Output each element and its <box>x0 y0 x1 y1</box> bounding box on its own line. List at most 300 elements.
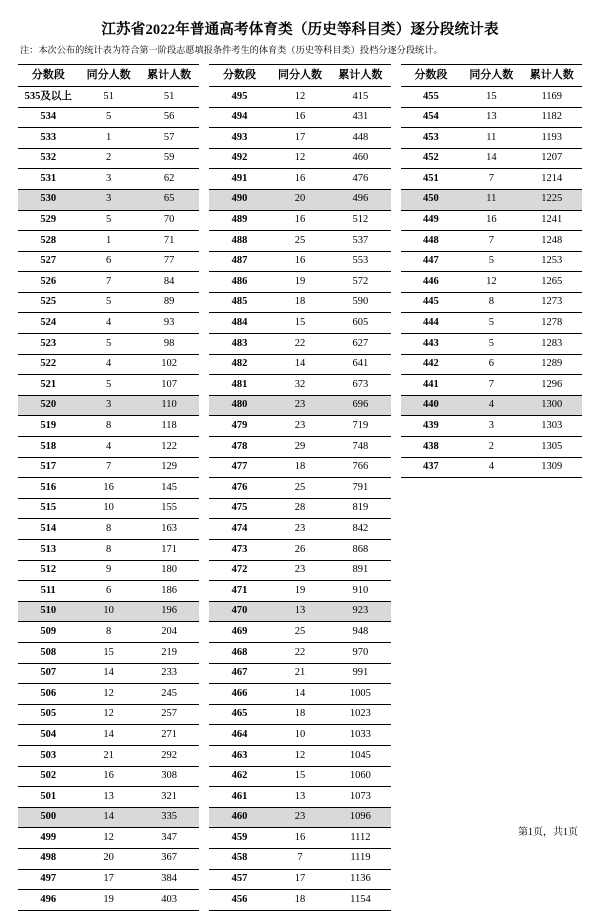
cell-same-count: 23 <box>270 416 330 437</box>
cell-score-range: 514 <box>18 519 78 540</box>
cell-same-count: 16 <box>78 766 138 787</box>
table-row <box>401 416 582 437</box>
cell-score-range: 456 <box>209 890 269 911</box>
cell-score-range: 441 <box>401 375 461 396</box>
cell-score-range: 533 <box>18 128 78 149</box>
cell-same-count: 20 <box>270 189 330 210</box>
cell-cumulative-count: 590 <box>330 292 390 313</box>
cell-cumulative-count: 512 <box>330 210 390 231</box>
cell-score-range: 506 <box>18 684 78 705</box>
cell-cumulative-count: 431 <box>330 107 390 128</box>
table-row <box>209 498 390 519</box>
cell-same-count: 21 <box>78 745 138 766</box>
cell-score-range: 445 <box>401 292 461 313</box>
cell-score-range: 484 <box>209 313 269 334</box>
cell-same-count: 7 <box>461 169 521 190</box>
table-row <box>209 663 390 684</box>
cell-score-range: 437 <box>401 457 461 478</box>
cell-cumulative-count: 1136 <box>330 869 390 890</box>
cell-score-range: 531 <box>18 169 78 190</box>
cell-score-range: 489 <box>209 210 269 231</box>
table-row <box>18 622 199 643</box>
cell-cumulative-count: 1214 <box>522 169 582 190</box>
cell-cumulative-count: 572 <box>330 272 390 293</box>
cell-same-count: 4 <box>78 354 138 375</box>
cell-cumulative-count: 910 <box>330 581 390 602</box>
table-row <box>209 313 390 334</box>
cell-cumulative-count: 460 <box>330 148 390 169</box>
cell-same-count: 2 <box>461 437 521 458</box>
table-row <box>209 560 390 581</box>
cell-same-count: 14 <box>78 725 138 746</box>
table-row <box>18 540 199 561</box>
cell-score-range: 497 <box>18 869 78 890</box>
table-row <box>209 581 390 602</box>
cell-cumulative-count: 118 <box>139 416 199 437</box>
cell-cumulative-count: 89 <box>139 292 199 313</box>
cell-cumulative-count: 791 <box>330 478 390 499</box>
table-header-row <box>401 64 582 86</box>
cell-cumulative-count: 970 <box>330 642 390 663</box>
cell-score-range: 501 <box>18 787 78 808</box>
cell-score-range: 502 <box>18 766 78 787</box>
cell-same-count: 3 <box>461 416 521 437</box>
header-score-range: 分数段 <box>401 64 461 86</box>
cell-same-count: 12 <box>78 704 138 725</box>
cell-cumulative-count: 1253 <box>522 251 582 272</box>
table-row <box>209 601 390 622</box>
table-row <box>401 313 582 334</box>
header-same-count: 同分人数 <box>270 64 330 86</box>
cell-cumulative-count: 719 <box>330 416 390 437</box>
cell-score-range: 491 <box>209 169 269 190</box>
cell-cumulative-count: 1225 <box>522 189 582 210</box>
cell-same-count: 21 <box>270 663 330 684</box>
table-row <box>18 848 199 869</box>
cell-score-range: 492 <box>209 148 269 169</box>
cell-same-count: 32 <box>270 375 330 396</box>
cell-cumulative-count: 1305 <box>522 437 582 458</box>
table-row <box>401 251 582 272</box>
cell-cumulative-count: 1023 <box>330 704 390 725</box>
cell-same-count: 16 <box>461 210 521 231</box>
cell-same-count: 20 <box>78 848 138 869</box>
cell-cumulative-count: 1045 <box>330 745 390 766</box>
cell-score-range: 462 <box>209 766 269 787</box>
table-row <box>209 890 390 911</box>
table-row <box>18 251 199 272</box>
table-row <box>18 684 199 705</box>
cell-score-range: 478 <box>209 437 269 458</box>
table-row <box>18 519 199 540</box>
table-row <box>18 334 199 355</box>
cell-cumulative-count: 1169 <box>522 86 582 107</box>
cell-same-count: 14 <box>270 684 330 705</box>
cell-cumulative-count: 403 <box>139 890 199 911</box>
table-row <box>209 807 390 828</box>
cell-score-range: 464 <box>209 725 269 746</box>
cell-same-count: 5 <box>78 292 138 313</box>
table-row <box>209 704 390 725</box>
cell-cumulative-count: 1193 <box>522 128 582 149</box>
table-row <box>209 251 390 272</box>
header-cumulative-count: 累计人数 <box>522 64 582 86</box>
cell-same-count: 12 <box>461 272 521 293</box>
table-row <box>18 869 199 890</box>
table-row <box>401 231 582 252</box>
cell-score-range: 525 <box>18 292 78 313</box>
cell-score-range: 444 <box>401 313 461 334</box>
table-row <box>18 354 199 375</box>
cell-cumulative-count: 163 <box>139 519 199 540</box>
cell-score-range: 519 <box>18 416 78 437</box>
cell-score-range: 494 <box>209 107 269 128</box>
cell-cumulative-count: 335 <box>139 807 199 828</box>
cell-score-range: 458 <box>209 848 269 869</box>
cell-score-range: 507 <box>18 663 78 684</box>
cell-score-range: 496 <box>18 890 78 911</box>
table-row <box>18 725 199 746</box>
cell-same-count: 18 <box>270 457 330 478</box>
cell-cumulative-count: 1154 <box>330 890 390 911</box>
cell-same-count: 13 <box>270 787 330 808</box>
cell-score-range: 505 <box>18 704 78 725</box>
table-row <box>209 169 390 190</box>
table-row <box>18 437 199 458</box>
cell-cumulative-count: 57 <box>139 128 199 149</box>
cell-cumulative-count: 384 <box>139 869 199 890</box>
cell-score-range: 526 <box>18 272 78 293</box>
table-row <box>18 828 199 849</box>
cell-cumulative-count: 102 <box>139 354 199 375</box>
cell-same-count: 5 <box>78 334 138 355</box>
cell-score-range: 467 <box>209 663 269 684</box>
cell-score-range: 476 <box>209 478 269 499</box>
cell-score-range: 534 <box>18 107 78 128</box>
cell-cumulative-count: 51 <box>139 86 199 107</box>
table-row <box>401 107 582 128</box>
cell-same-count: 22 <box>270 334 330 355</box>
cell-same-count: 14 <box>78 807 138 828</box>
table-row <box>209 642 390 663</box>
score-table-2 <box>209 64 390 911</box>
table-header-row <box>209 64 390 86</box>
cell-same-count: 7 <box>270 848 330 869</box>
cell-same-count: 11 <box>461 128 521 149</box>
cell-score-range: 508 <box>18 642 78 663</box>
cell-cumulative-count: 1265 <box>522 272 582 293</box>
header-score-range: 分数段 <box>209 64 269 86</box>
cell-score-range: 449 <box>401 210 461 231</box>
table-row <box>209 86 390 107</box>
cell-cumulative-count: 476 <box>330 169 390 190</box>
cell-same-count: 4 <box>461 395 521 416</box>
table-body-3 <box>401 86 582 477</box>
cell-cumulative-count: 110 <box>139 395 199 416</box>
cell-score-range: 515 <box>18 498 78 519</box>
table-row <box>18 107 199 128</box>
cell-same-count: 17 <box>270 869 330 890</box>
cell-cumulative-count: 496 <box>330 189 390 210</box>
document-note: 注：本次公布的统计表为符合第一阶段志愿填报条件考生的体育类（历史等科目类）投档分逐分段统计。 <box>20 45 443 55</box>
page-footer: 第1页，共1页 <box>518 827 578 838</box>
table-row <box>18 787 199 808</box>
table-row <box>18 560 199 581</box>
table-row <box>209 745 390 766</box>
cell-score-range: 474 <box>209 519 269 540</box>
cell-same-count: 28 <box>270 498 330 519</box>
cell-cumulative-count: 77 <box>139 251 199 272</box>
cell-cumulative-count: 696 <box>330 395 390 416</box>
cell-same-count: 6 <box>78 251 138 272</box>
cell-cumulative-count: 605 <box>330 313 390 334</box>
cell-cumulative-count: 1278 <box>522 313 582 334</box>
cell-cumulative-count: 186 <box>139 581 199 602</box>
table-row <box>401 334 582 355</box>
cell-score-range: 477 <box>209 457 269 478</box>
score-table-3 <box>401 64 582 478</box>
table-row <box>401 86 582 107</box>
table-row <box>18 704 199 725</box>
table-row <box>18 766 199 787</box>
cell-score-range: 511 <box>18 581 78 602</box>
cell-cumulative-count: 155 <box>139 498 199 519</box>
cell-same-count: 22 <box>270 642 330 663</box>
cell-same-count: 12 <box>270 86 330 107</box>
cell-cumulative-count: 923 <box>330 601 390 622</box>
cell-same-count: 1 <box>78 231 138 252</box>
cell-cumulative-count: 129 <box>139 457 199 478</box>
cell-same-count: 10 <box>78 601 138 622</box>
cell-cumulative-count: 347 <box>139 828 199 849</box>
cell-score-range: 488 <box>209 231 269 252</box>
cell-cumulative-count: 308 <box>139 766 199 787</box>
cell-same-count: 5 <box>461 251 521 272</box>
cell-same-count: 9 <box>78 560 138 581</box>
table-row <box>209 128 390 149</box>
table-row <box>18 642 199 663</box>
cell-cumulative-count: 1273 <box>522 292 582 313</box>
cell-cumulative-count: 71 <box>139 231 199 252</box>
cell-same-count: 8 <box>78 519 138 540</box>
cell-same-count: 25 <box>270 478 330 499</box>
cell-score-range: 510 <box>18 601 78 622</box>
table-row <box>209 231 390 252</box>
cell-score-range: 440 <box>401 395 461 416</box>
cell-same-count: 14 <box>270 354 330 375</box>
table-row <box>209 622 390 643</box>
table-row <box>401 395 582 416</box>
column-2 <box>209 64 390 911</box>
cell-cumulative-count: 145 <box>139 478 199 499</box>
cell-score-range: 442 <box>401 354 461 375</box>
cell-cumulative-count: 415 <box>330 86 390 107</box>
cell-score-range: 493 <box>209 128 269 149</box>
cell-cumulative-count: 868 <box>330 540 390 561</box>
table-body-2 <box>209 86 390 910</box>
cell-cumulative-count: 819 <box>330 498 390 519</box>
cell-score-range: 482 <box>209 354 269 375</box>
cell-cumulative-count: 1283 <box>522 334 582 355</box>
cell-cumulative-count: 1060 <box>330 766 390 787</box>
cell-cumulative-count: 537 <box>330 231 390 252</box>
cell-cumulative-count: 171 <box>139 540 199 561</box>
score-table-1 <box>18 64 199 911</box>
table-row <box>209 272 390 293</box>
cell-same-count: 19 <box>270 272 330 293</box>
cell-cumulative-count: 1303 <box>522 416 582 437</box>
cell-same-count: 1 <box>78 128 138 149</box>
cell-same-count: 13 <box>461 107 521 128</box>
cell-same-count: 16 <box>270 107 330 128</box>
cell-cumulative-count: 321 <box>139 787 199 808</box>
cell-score-range: 513 <box>18 540 78 561</box>
table-row <box>209 292 390 313</box>
table-row <box>18 601 199 622</box>
table-row <box>401 457 582 478</box>
cell-score-range: 481 <box>209 375 269 396</box>
cell-cumulative-count: 641 <box>330 354 390 375</box>
cell-cumulative-count: 245 <box>139 684 199 705</box>
cell-same-count: 13 <box>270 601 330 622</box>
cell-same-count: 15 <box>270 313 330 334</box>
cell-cumulative-count: 292 <box>139 745 199 766</box>
cell-same-count: 6 <box>461 354 521 375</box>
cell-cumulative-count: 448 <box>330 128 390 149</box>
table-row <box>18 663 199 684</box>
table-row <box>401 210 582 231</box>
cell-cumulative-count: 748 <box>330 437 390 458</box>
cell-cumulative-count: 1207 <box>522 148 582 169</box>
table-row <box>209 148 390 169</box>
table-row <box>18 478 199 499</box>
cell-same-count: 7 <box>78 457 138 478</box>
cell-cumulative-count: 257 <box>139 704 199 725</box>
page-title: 江苏省2022年普通高考体育类（历史等科目类）逐分段统计表 <box>101 22 499 38</box>
table-row <box>18 807 199 828</box>
cell-cumulative-count: 1248 <box>522 231 582 252</box>
cell-same-count: 4 <box>461 457 521 478</box>
cell-same-count: 3 <box>78 395 138 416</box>
cell-score-range: 454 <box>401 107 461 128</box>
cell-same-count: 16 <box>270 169 330 190</box>
table-row <box>401 354 582 375</box>
cell-same-count: 12 <box>78 828 138 849</box>
table-row <box>209 725 390 746</box>
cell-same-count: 7 <box>78 272 138 293</box>
cell-same-count: 8 <box>78 622 138 643</box>
cell-same-count: 18 <box>270 704 330 725</box>
cell-same-count: 17 <box>78 869 138 890</box>
table-row <box>18 292 199 313</box>
table-row <box>401 437 582 458</box>
cell-same-count: 5 <box>78 375 138 396</box>
cell-same-count: 16 <box>270 210 330 231</box>
table-row <box>18 272 199 293</box>
table-row <box>18 189 199 210</box>
table-row <box>209 478 390 499</box>
cell-same-count: 14 <box>78 663 138 684</box>
cell-score-range: 495 <box>209 86 269 107</box>
cell-cumulative-count: 1073 <box>330 787 390 808</box>
cell-same-count: 5 <box>78 210 138 231</box>
cell-same-count: 15 <box>78 642 138 663</box>
table-row <box>18 210 199 231</box>
cell-score-range: 486 <box>209 272 269 293</box>
cell-score-range: 500 <box>18 807 78 828</box>
header-cumulative-count: 累计人数 <box>139 64 199 86</box>
table-row <box>18 395 199 416</box>
cell-cumulative-count: 122 <box>139 437 199 458</box>
cell-score-range: 470 <box>209 601 269 622</box>
cell-score-range: 450 <box>401 189 461 210</box>
cell-same-count: 23 <box>270 560 330 581</box>
cell-same-count: 29 <box>270 437 330 458</box>
table-row <box>401 148 582 169</box>
table-row <box>209 869 390 890</box>
cell-same-count: 19 <box>78 890 138 911</box>
cell-score-range: 471 <box>209 581 269 602</box>
table-row <box>18 231 199 252</box>
cell-score-range: 443 <box>401 334 461 355</box>
cell-same-count: 15 <box>461 86 521 107</box>
table-row <box>401 128 582 149</box>
cell-score-range: 439 <box>401 416 461 437</box>
cell-cumulative-count: 891 <box>330 560 390 581</box>
table-row <box>18 498 199 519</box>
table-row <box>18 416 199 437</box>
cell-same-count: 4 <box>78 313 138 334</box>
cell-score-range: 463 <box>209 745 269 766</box>
cell-score-range: 527 <box>18 251 78 272</box>
cell-score-range: 490 <box>209 189 269 210</box>
cell-cumulative-count: 56 <box>139 107 199 128</box>
cell-cumulative-count: 219 <box>139 642 199 663</box>
cell-cumulative-count: 1033 <box>330 725 390 746</box>
cell-score-range: 503 <box>18 745 78 766</box>
cell-same-count: 11 <box>461 189 521 210</box>
cell-score-range: 529 <box>18 210 78 231</box>
table-row <box>18 313 199 334</box>
table-row <box>209 787 390 808</box>
cell-cumulative-count: 1296 <box>522 375 582 396</box>
cell-cumulative-count: 1300 <box>522 395 582 416</box>
cell-score-range: 472 <box>209 560 269 581</box>
cell-score-range: 459 <box>209 828 269 849</box>
cell-same-count: 16 <box>270 251 330 272</box>
cell-same-count: 12 <box>78 684 138 705</box>
table-header-row <box>18 64 199 86</box>
header-same-count: 同分人数 <box>78 64 138 86</box>
table-row <box>209 354 390 375</box>
cell-same-count: 3 <box>78 189 138 210</box>
cell-score-range: 517 <box>18 457 78 478</box>
cell-score-range: 466 <box>209 684 269 705</box>
cell-same-count: 7 <box>461 231 521 252</box>
cell-score-range: 504 <box>18 725 78 746</box>
cell-cumulative-count: 59 <box>139 148 199 169</box>
table-row <box>209 210 390 231</box>
column-1 <box>18 64 199 911</box>
cell-cumulative-count: 1112 <box>330 828 390 849</box>
cell-score-range: 452 <box>401 148 461 169</box>
table-row <box>401 292 582 313</box>
cell-same-count: 25 <box>270 622 330 643</box>
cell-score-range: 446 <box>401 272 461 293</box>
cell-cumulative-count: 1309 <box>522 457 582 478</box>
table-row <box>18 128 199 149</box>
cell-score-range: 453 <box>401 128 461 149</box>
